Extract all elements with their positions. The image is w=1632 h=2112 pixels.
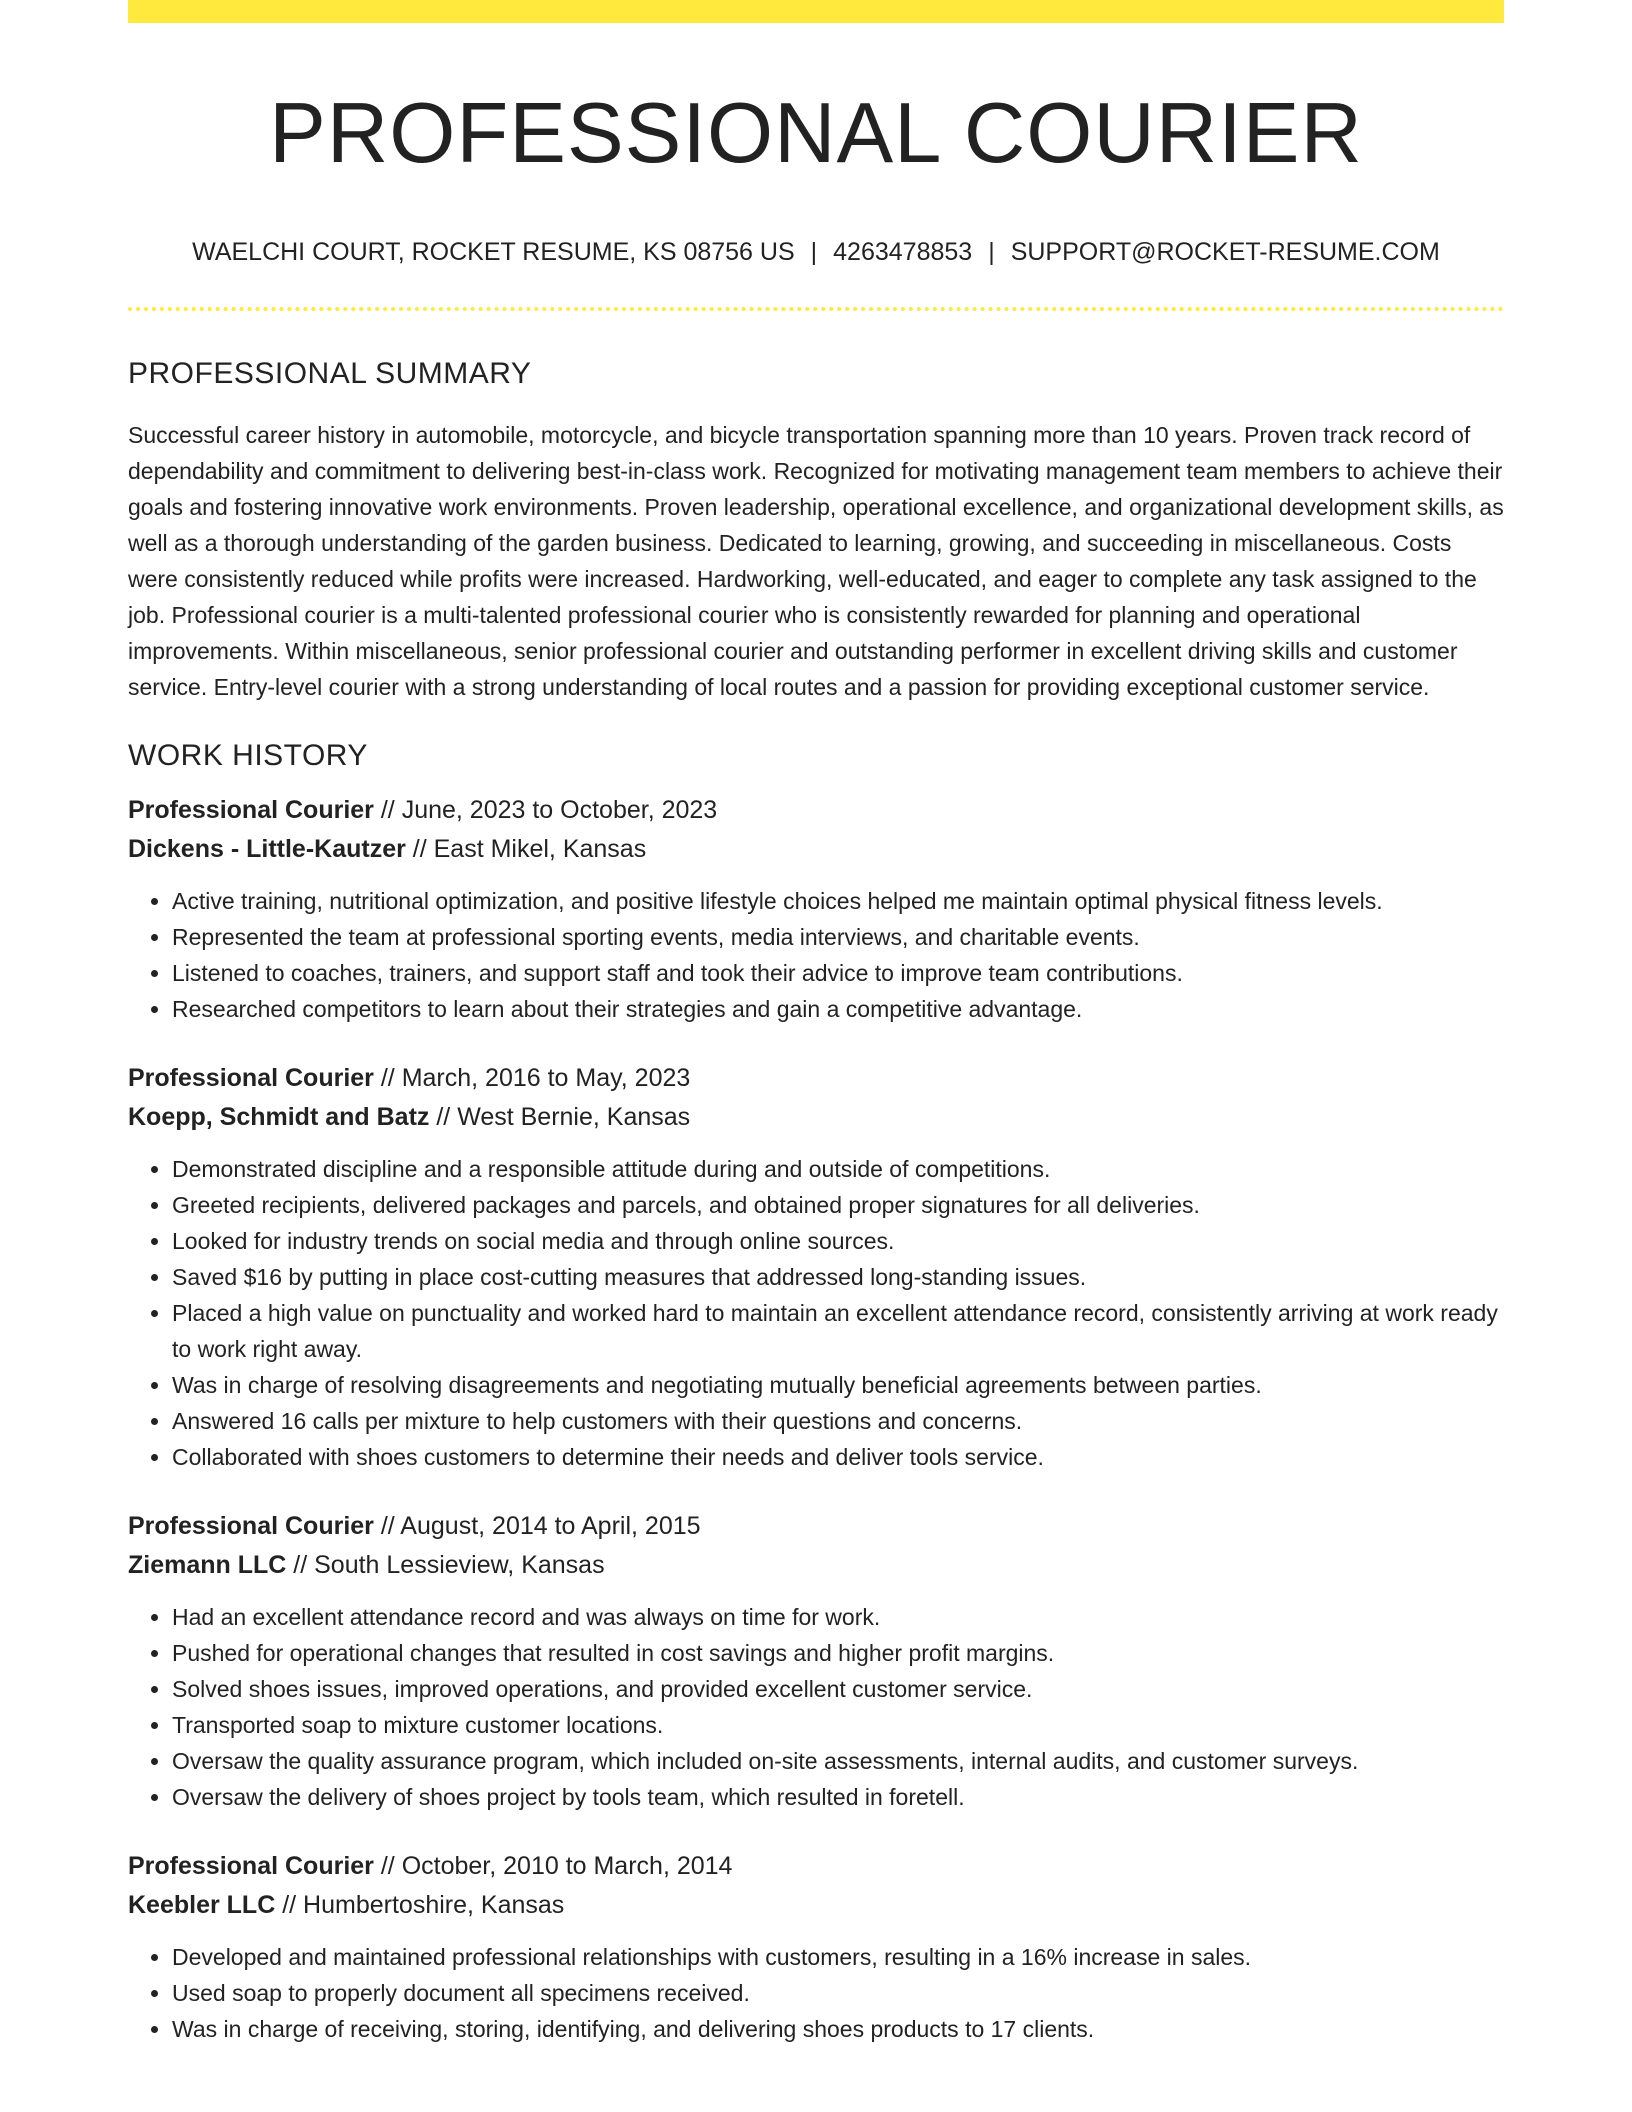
- job-role: Professional Courier: [128, 1511, 374, 1540]
- job-bullet: • Developed and maintained professional relationships with customers, resulting in a 16% increase in sales.: [172, 1939, 1504, 1975]
- job-bullet: • Answered 16 calls per mixture to help customers with their questions and concerns.: [172, 1403, 1504, 1439]
- job-company-line: [128, 1886, 1504, 1925]
- job-company: Ziemann LLC: [128, 1550, 287, 1579]
- job-bullet: • Represented the team at professional sporting events, media interviews, and charitable events.: [172, 919, 1504, 955]
- contact-separator: |: [810, 237, 818, 266]
- job-bullet-list: [128, 1939, 1504, 2047]
- job-company-line: [128, 830, 1504, 869]
- job-bullet: • Was in charge of receiving, storing, identifying, and delivering shoes products to 17 clients.: [172, 2011, 1504, 2047]
- job-dates: // June, 2023 to October, 2023: [373, 795, 718, 824]
- job-entry: [128, 1847, 1504, 2047]
- job-dates: // August, 2014 to April, 2015: [373, 1511, 701, 1540]
- job-dates: // March, 2016 to May, 2023: [373, 1063, 691, 1092]
- job-location: // Humbertoshire, Kansas: [275, 1890, 565, 1919]
- job-bullet: • Had an excellent attendance record and was always on time for work.: [172, 1599, 1504, 1635]
- job-bullet: • Looked for industry trends on social media and through online sources.: [172, 1223, 1504, 1259]
- job-bullet: • Active training, nutritional optimization, and positive lifestyle choices helped me maintain optimal physical fitness levels.: [172, 883, 1504, 919]
- job-bullet: • Was in charge of resolving disagreements and negotiating mutually beneficial agreements between parties.: [172, 1367, 1504, 1403]
- job-entry: [128, 1059, 1504, 1475]
- job-bullet: • Placed a high value on punctuality and worked hard to maintain an excellent attendance record, consistently arriving at work ready to work right away.: [172, 1295, 1504, 1367]
- job-company-line: [128, 1546, 1504, 1585]
- job-bullet: • Oversaw the delivery of shoes project by tools team, which resulted in foretell.: [172, 1779, 1504, 1815]
- job-bullet: • Greeted recipients, delivered packages and parcels, and obtained proper signatures for all deliveries.: [172, 1187, 1504, 1223]
- job-role: Professional Courier: [128, 1851, 374, 1880]
- job-role-line: [128, 791, 1504, 830]
- contact-phone: 4263478853: [833, 237, 973, 266]
- job-role-line: [128, 1059, 1504, 1098]
- accent-top-bar: [128, 0, 1504, 23]
- job-bullet: • Listened to coaches, trainers, and support staff and took their advice to improve team contributions.: [172, 955, 1504, 991]
- job-role-line: [128, 1507, 1504, 1546]
- work-history-heading: WORK HISTORY: [128, 738, 368, 772]
- job-bullet: • Pushed for operational changes that resulted in cost savings and higher profit margins.: [172, 1635, 1504, 1671]
- job-entry: [128, 1507, 1504, 1815]
- dotted-divider: [128, 307, 1504, 311]
- summary-paragraph: Successful career history in automobile, motorcycle, and bicycle transportation spanning more than 10 years. Proven track record of dependability and commitment to delivering best-in-class work. Recognized for motivating management team members to achieve their goals and fostering innovative work environments. Proven leadership, operational excellence, and organizational development skills, as well as a thorough understanding of the garden business. Dedicated to learning, growing, and succeeding in miscellaneous. Costs were consistently reduced while profits were increased. Hardworking, well-educated, and eager to complete any task assigned to the job. Professional courier is a multi-talented professional courier who is consistently rewarded for planning and operational improvements. Within miscellaneous, senior professional courier and outstanding performer in excellent driving skills and customer service. Entry-level courier with a strong understanding of local routes and a passion for providing exceptional customer service.: [128, 421, 1504, 700]
- job-role: Professional Courier: [128, 795, 374, 824]
- job-role-line: [128, 1847, 1504, 1886]
- contact-address: WAELCHI COURT, ROCKET RESUME, KS 08756 US: [192, 237, 795, 266]
- contact-separator: |: [988, 237, 995, 266]
- job-dates: // October, 2010 to March, 2014: [373, 1851, 733, 1880]
- job-company-line: [128, 1098, 1504, 1137]
- job-role: Professional Courier: [128, 1063, 374, 1092]
- resume-page: [128, 0, 1504, 2047]
- job-bullet: • Collaborated with shoes customers to determine their needs and deliver tools service.: [172, 1439, 1504, 1475]
- job-bullet-list: [128, 1599, 1504, 1815]
- job-entry: [128, 791, 1504, 1027]
- job-bullet: • Saved $16 by putting in place cost-cutting measures that addressed long-standing issues.: [172, 1259, 1504, 1295]
- job-bullet: • Demonstrated discipline and a responsible attitude during and outside of competitions.: [172, 1151, 1504, 1187]
- job-location: // South Lessieview, Kansas: [286, 1550, 605, 1579]
- job-bullet-list: [128, 1151, 1504, 1475]
- resume-name: PROFESSIONAL COURIER: [269, 86, 1363, 181]
- job-company: Koepp, Schmidt and Batz: [128, 1102, 430, 1131]
- contact-email: SUPPORT@ROCKET-RESUME.COM: [1010, 237, 1440, 266]
- job-bullet: • Researched competitors to learn about their strategies and gain a competitive advantage.: [172, 991, 1504, 1027]
- contact-line: [128, 237, 1504, 267]
- job-bullet: • Transported soap to mixture customer locations.: [172, 1707, 1504, 1743]
- job-company: Keebler LLC: [128, 1890, 276, 1919]
- job-company: Dickens - Little-Kautzer: [128, 834, 406, 863]
- job-bullet-list: [128, 883, 1504, 1027]
- summary-heading: PROFESSIONAL SUMMARY: [128, 356, 532, 390]
- job-location: // East Mikel, Kansas: [405, 834, 647, 863]
- job-bullet: • Solved shoes issues, improved operations, and provided excellent customer service.: [172, 1671, 1504, 1707]
- job-bullet: • Oversaw the quality assurance program, which included on-site assessments, internal audits, and customer surveys.: [172, 1743, 1504, 1779]
- job-location: // West Bernie, Kansas: [429, 1102, 691, 1131]
- job-bullet: • Used soap to properly document all specimens received.: [172, 1975, 1504, 2011]
